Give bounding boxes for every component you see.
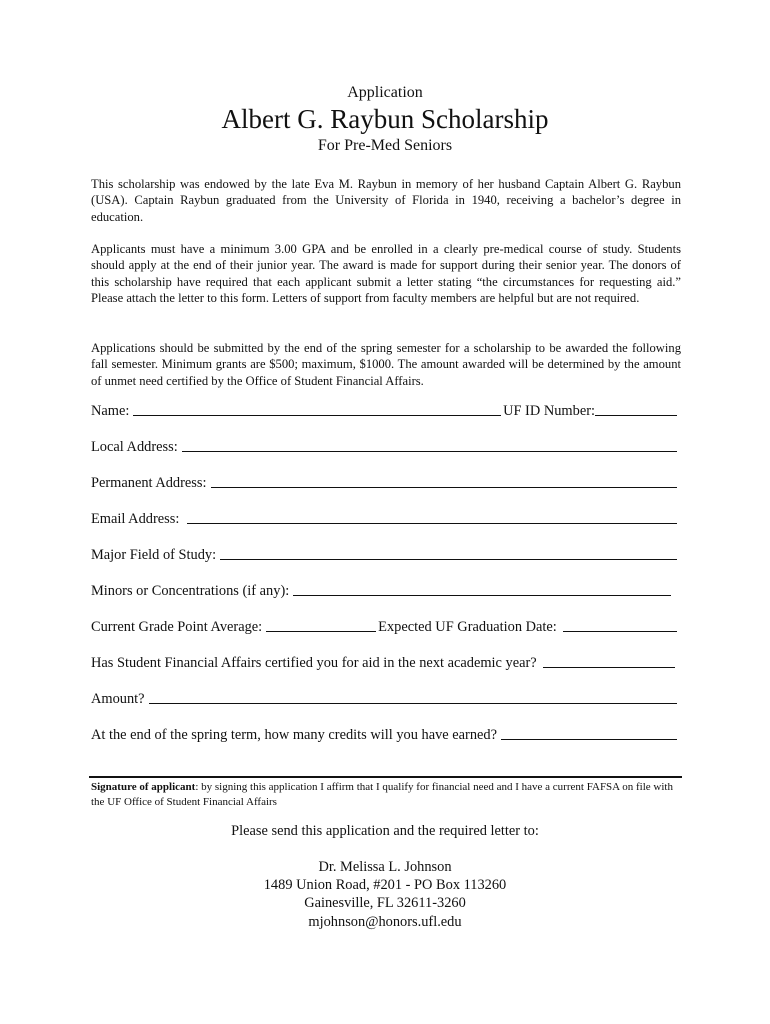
gpa-row bbox=[91, 616, 679, 636]
email-field[interactable] bbox=[187, 522, 677, 524]
contact-email: mjohnson@honors.ufl.edu bbox=[308, 913, 462, 930]
gpa-label: Current Grade Point Average: bbox=[91, 619, 263, 635]
credits-field[interactable] bbox=[501, 738, 677, 740]
major-row bbox=[91, 544, 679, 564]
grad-date-label: Expected UF Graduation Date: bbox=[378, 619, 557, 635]
signature-line[interactable] bbox=[89, 776, 682, 778]
signature-text: : by signing this application I affirm that I qualify for financial need and I have a current FAFSA on file with the UF Office of Student Financial Affairs bbox=[91, 781, 673, 808]
grad-date-field[interactable] bbox=[563, 630, 677, 632]
local-address-label: Local Address: bbox=[91, 439, 178, 455]
minors-field[interactable] bbox=[293, 594, 671, 596]
gpa-field[interactable] bbox=[266, 630, 376, 632]
name-row bbox=[91, 400, 679, 420]
signature-label: Signature of applicant bbox=[91, 781, 196, 793]
amount-label: Amount? bbox=[91, 691, 145, 707]
credits-row bbox=[91, 724, 679, 744]
ufid-label: UF ID Number: bbox=[503, 403, 595, 419]
certified-row bbox=[91, 652, 679, 672]
amount-row bbox=[91, 688, 679, 708]
contact-street: 1489 Union Road, #201 - PO Box 113260 bbox=[263, 877, 507, 894]
minors-row bbox=[91, 580, 679, 600]
credits-label: At the end of the spring term, how many credits will you have earned? bbox=[91, 727, 498, 743]
send-instructions: Please send this application and the required letter to: bbox=[231, 823, 539, 839]
major-field[interactable] bbox=[220, 558, 677, 560]
email-row bbox=[91, 508, 679, 528]
mailing-address bbox=[0, 858, 770, 931]
contact-name: Dr. Melissa L. Johnson bbox=[318, 859, 452, 875]
local-address-field[interactable] bbox=[182, 450, 677, 452]
signature-statement bbox=[91, 780, 681, 809]
local-address-row bbox=[91, 436, 679, 456]
submission-paragraph: Applications should be submitted by the end of the spring semester for a scholarship to be awarded the following fall semester. Minimum grants are $500; maximum, $1000. The amount awarded will be determined by the amount of unmet need certified by the Office of Student Financial Affairs. bbox=[91, 341, 681, 388]
header-kicker: Application bbox=[347, 84, 423, 101]
permanent-address-label: Permanent Address: bbox=[91, 475, 207, 491]
name-field[interactable] bbox=[133, 414, 501, 416]
contact-city: Gainesville, FL 32611-3260 bbox=[304, 895, 466, 912]
intro-paragraph: This scholarship was endowed by the late Eva M. Raybun in memory of her husband Captain Albert G. Raybun (USA). Captain Raybun graduated from the University of Florida in 1940, receiving a bachelor’s degree in education. bbox=[91, 177, 681, 224]
certified-field[interactable] bbox=[543, 666, 675, 668]
name-label: Name: bbox=[91, 403, 130, 419]
page-subtitle: For Pre-Med Seniors bbox=[317, 137, 453, 154]
requirements-paragraph: Applicants must have a minimum 3.00 GPA and be enrolled in a clearly pre-medical course of study. Students should apply at the end of their junior year. The award is made for support during their senior year. The donors of this scholarship have required that each applicant submit a letter stating “the circumstances for requesting aid.” Please attach the letter to this form. Letters of support from faculty members are helpful but are not required. bbox=[91, 242, 681, 305]
email-label: Email Address: bbox=[91, 511, 180, 527]
permanent-address-row bbox=[91, 472, 679, 492]
amount-field[interactable] bbox=[149, 702, 677, 704]
ufid-field[interactable] bbox=[595, 414, 677, 416]
major-label: Major Field of Study: bbox=[91, 547, 217, 563]
page-title: Albert G. Raybun Scholarship bbox=[221, 104, 549, 134]
permanent-address-field[interactable] bbox=[211, 486, 677, 488]
minors-label: Minors or Concentrations (if any): bbox=[91, 583, 290, 599]
certified-label: Has Student Financial Affairs certified you for aid in the next academic year? bbox=[91, 655, 537, 671]
